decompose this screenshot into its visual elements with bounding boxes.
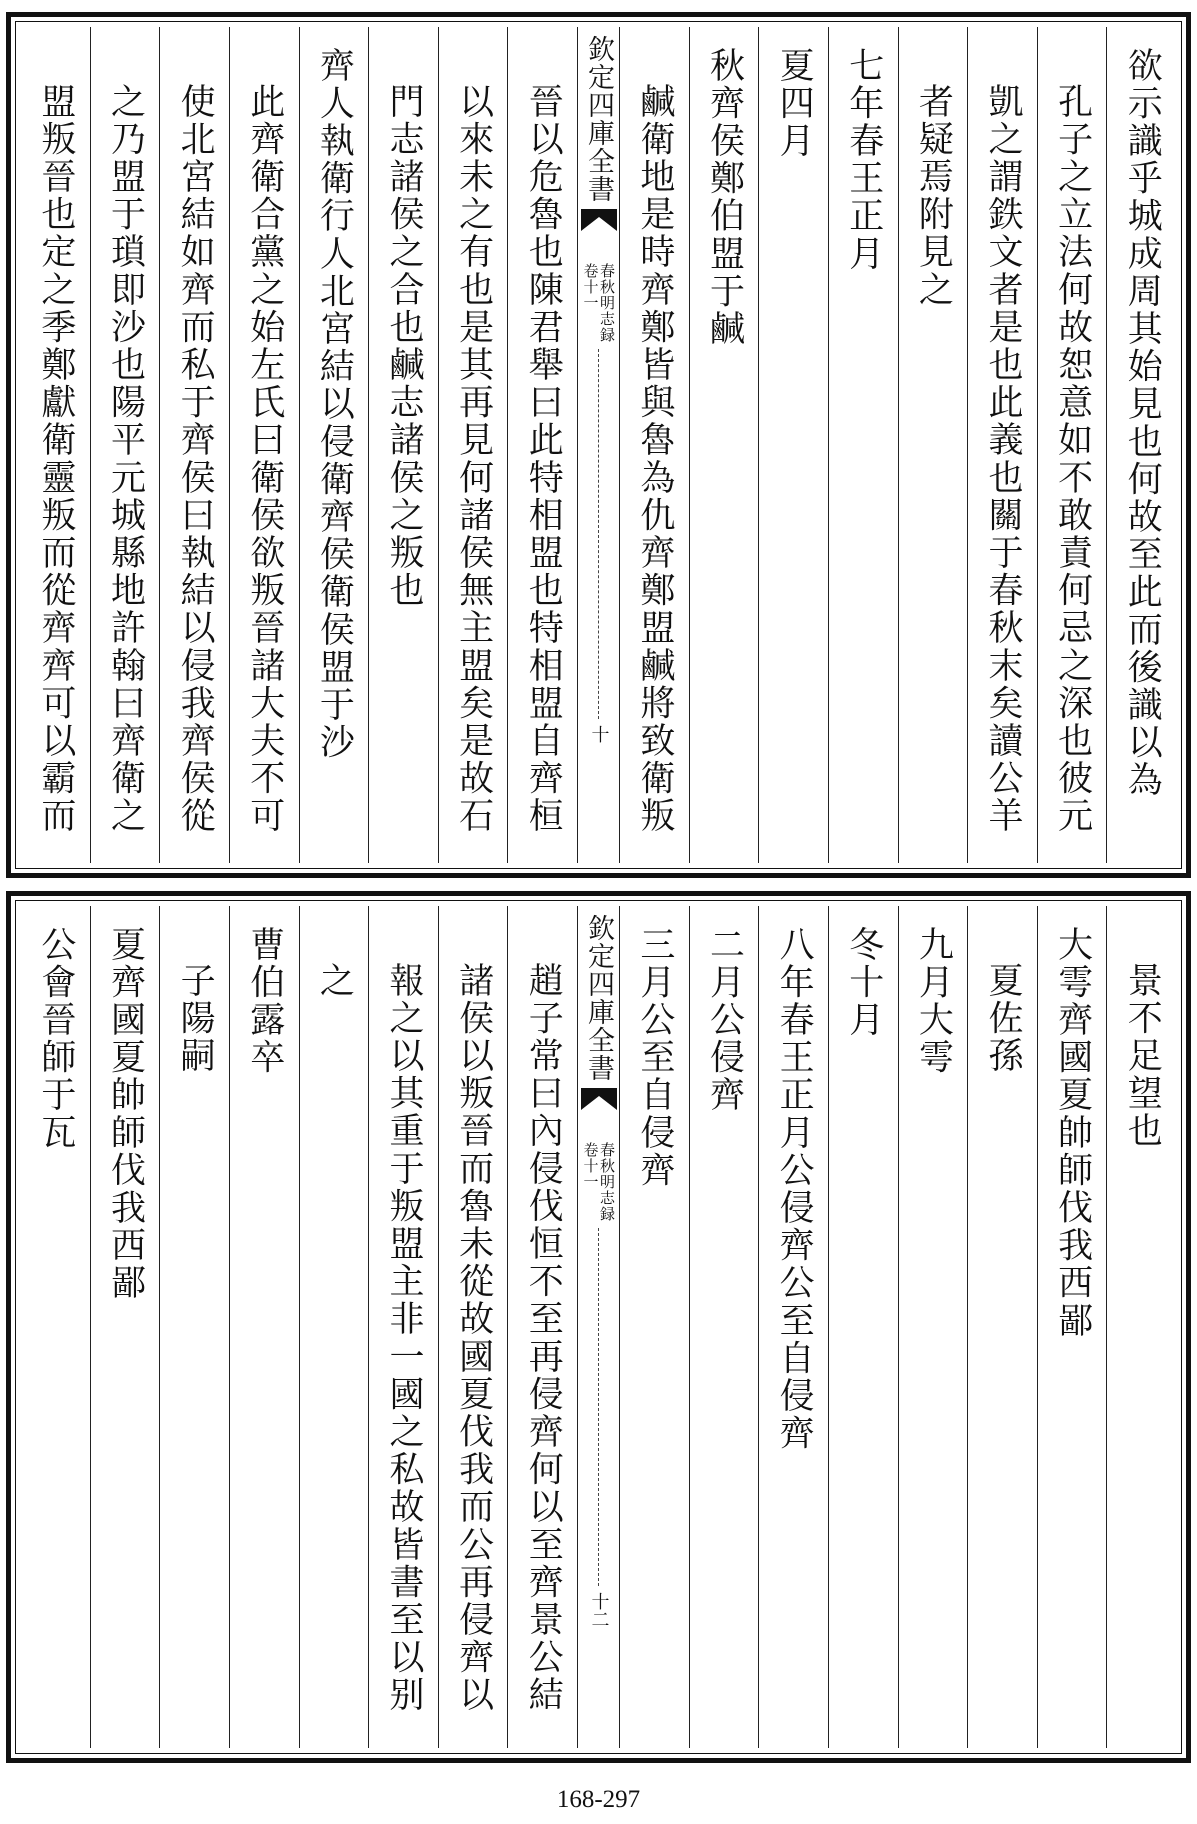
column-text: 冬十月 bbox=[843, 926, 884, 1039]
column-text: 齊人執衛行人北宮結以侵衛齊侯衛侯盟于沙 bbox=[314, 47, 355, 762]
text-column bbox=[229, 906, 299, 1748]
collection-title: 欽定四庫全書 bbox=[583, 914, 614, 1082]
column-text: 趙子常曰內侵伐恒不至再侵齊何以至齊景公結 bbox=[523, 962, 564, 1714]
text-column bbox=[299, 27, 369, 863]
volume-number: 卷十一 bbox=[581, 263, 600, 311]
column-text: 大雩齊國夏帥師伐我西鄙 bbox=[1052, 926, 1093, 1340]
text-column bbox=[21, 906, 90, 1748]
column-text: 夏佐孫 bbox=[982, 962, 1023, 1075]
text-column bbox=[229, 27, 299, 863]
column-text: 七年春王正月 bbox=[843, 47, 884, 273]
book-and-volume bbox=[582, 263, 615, 343]
text-column bbox=[619, 27, 689, 863]
text-column bbox=[21, 27, 90, 863]
column-text: 二月公侵齊 bbox=[704, 926, 745, 1114]
text-column bbox=[898, 27, 968, 863]
column-text: 九月大雩 bbox=[913, 926, 954, 1077]
text-column bbox=[967, 906, 1037, 1748]
column-text: 報之以其重于叛盟主非一國之私故皆書至以别 bbox=[383, 962, 424, 1714]
text-column bbox=[438, 906, 508, 1748]
text-column bbox=[758, 27, 828, 863]
column-text: 夏齊國夏帥師伐我西鄙 bbox=[105, 926, 146, 1302]
column-text: 公會晉師于瓦 bbox=[35, 926, 76, 1152]
collection-title: 欽定四庫全書 bbox=[583, 35, 614, 203]
text-column bbox=[368, 906, 438, 1748]
column-text: 曹伯露卒 bbox=[244, 926, 285, 1077]
text-column bbox=[90, 906, 160, 1748]
text-column bbox=[299, 906, 369, 1748]
text-column bbox=[828, 27, 898, 863]
text-column bbox=[507, 27, 577, 863]
column-text: 八年春王正月公侵齊公至自侵齊 bbox=[774, 926, 815, 1453]
upper-columns bbox=[21, 27, 1176, 863]
column-text: 晉以危魯也陳君舉曰此特相盟也特相盟自齊桓 bbox=[523, 83, 564, 835]
text-column bbox=[619, 906, 689, 1748]
volume-number: 卷十一 bbox=[581, 1142, 600, 1190]
lower-columns bbox=[21, 906, 1176, 1748]
text-column bbox=[368, 27, 438, 863]
leaf-number: 十二 bbox=[588, 1592, 610, 1628]
column-text: 使北宮結如齊而私于齊侯曰執結以侵我齊侯從 bbox=[175, 83, 216, 835]
text-column bbox=[689, 906, 759, 1748]
column-text: 凱之謂鉄文者是也此義也關于春秋末矣讀公羊 bbox=[982, 83, 1023, 835]
text-column bbox=[1037, 27, 1107, 863]
text-column bbox=[689, 27, 759, 863]
column-text: 三月公至自侵齊 bbox=[634, 926, 675, 1190]
column-text: 以來未之有也是其再見何諸侯無主盟矣是故石 bbox=[453, 83, 494, 835]
column-text: 景不足望也 bbox=[1122, 962, 1163, 1150]
fishtail-mark-icon bbox=[581, 209, 617, 231]
text-column bbox=[1106, 27, 1176, 863]
column-text: 此齊衛合黨之始左氏曰衛侯欲叛晉諸大夫不可 bbox=[244, 83, 285, 835]
text-column bbox=[90, 27, 160, 863]
column-text: 之 bbox=[314, 962, 355, 1000]
text-column bbox=[1106, 906, 1176, 1748]
column-text: 門志諸侯之合也鹹志諸侯之叛也 bbox=[383, 83, 424, 610]
lower-page bbox=[6, 891, 1191, 1763]
text-column bbox=[159, 906, 229, 1748]
column-text: 鹹衛地是時齊鄭皆與魯為仇齊鄭盟鹹將致衛叛 bbox=[634, 83, 675, 835]
text-column bbox=[758, 906, 828, 1748]
column-text: 孔子之立法何故恕意如不敢責何忌之深也彼元 bbox=[1052, 83, 1093, 835]
column-text: 欲示識乎城成周其始見也何故至此而後識以為 bbox=[1122, 47, 1163, 799]
column-text: 盟叛晉也定之季鄭獻衛靈叛而從齊齊可以霸而 bbox=[35, 83, 76, 835]
book-and-volume bbox=[582, 1142, 615, 1222]
text-column bbox=[507, 906, 577, 1748]
fold-line bbox=[598, 1228, 599, 1586]
column-text: 之乃盟于瑣即沙也陽平元城縣地許翰曰齊衛之 bbox=[105, 83, 146, 835]
text-column bbox=[159, 27, 229, 863]
text-column bbox=[967, 27, 1037, 863]
column-text: 諸侯以叛晉而魯未從故國夏伐我而公再侵齊以 bbox=[453, 962, 494, 1714]
text-column bbox=[1037, 906, 1107, 1748]
column-text: 者疑焉附見之 bbox=[913, 83, 954, 309]
book-title: 春秋明志録 bbox=[598, 1142, 616, 1222]
center-fold-strip bbox=[577, 27, 619, 863]
page-code: 168-297 bbox=[556, 1786, 641, 1813]
fishtail-mark-icon bbox=[581, 1088, 617, 1110]
fold-line bbox=[598, 349, 599, 719]
book-title: 春秋明志録 bbox=[598, 263, 616, 343]
upper-page bbox=[6, 12, 1191, 878]
text-column bbox=[438, 27, 508, 863]
column-text: 子陽嗣 bbox=[175, 962, 216, 1075]
center-fold-strip bbox=[577, 906, 619, 1748]
text-column bbox=[828, 906, 898, 1748]
text-column bbox=[898, 906, 968, 1748]
column-text: 秋齊侯鄭伯盟于鹹 bbox=[704, 47, 745, 348]
leaf-number: 十 bbox=[588, 725, 610, 743]
column-text: 夏四月 bbox=[774, 47, 815, 160]
